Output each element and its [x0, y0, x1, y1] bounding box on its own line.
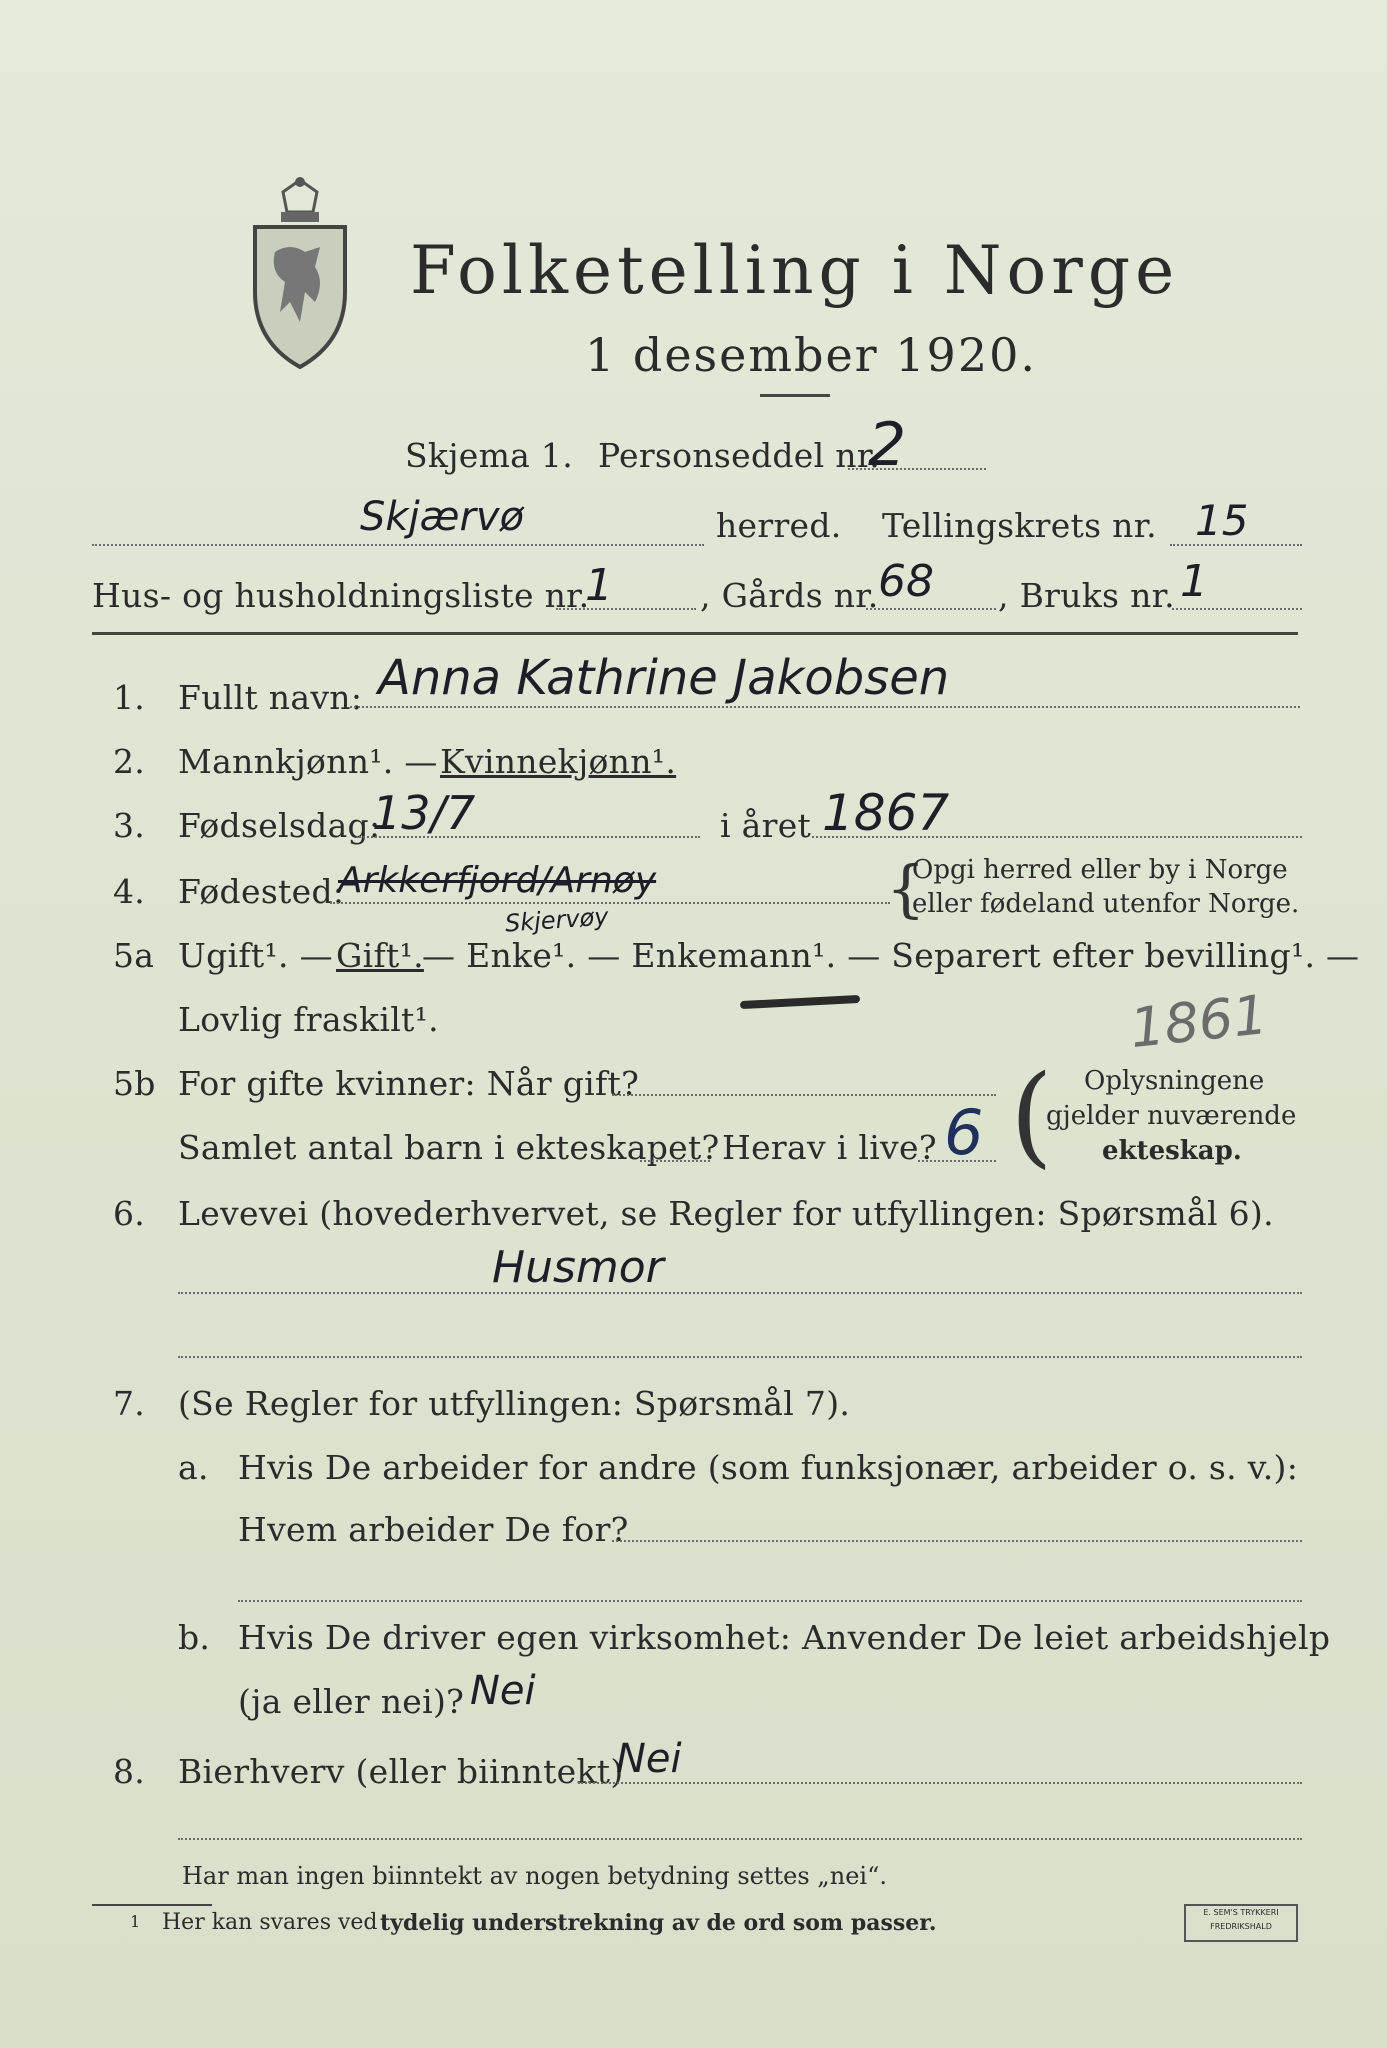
tellingskrets-label: Tellingskrets nr.	[882, 506, 1157, 545]
tellingskrets-value[interactable]: 15	[1195, 496, 1249, 545]
bottom-note: Har man ingen biinntekt av nogen betydning settes „nei“.	[182, 1862, 887, 1890]
q4-birthplace-correction[interactable]: Skjervøy	[504, 902, 610, 938]
q2-number: 2.	[113, 742, 146, 781]
q6-label: Levevei (hovederhvervet, se Regler for utfyllingen: Spørsmål 6).	[178, 1194, 1274, 1233]
q5a-line2: Lovlig fraskilt¹.	[178, 1000, 439, 1039]
q7b-value[interactable]: Nei	[470, 1668, 536, 1714]
header-divider	[92, 632, 1298, 635]
q7b-letter: b.	[178, 1618, 211, 1657]
census-date: 1 desember 1920.	[585, 328, 1037, 382]
bruks-label: , Bruks nr.	[998, 576, 1175, 615]
q8-label: Bierhverv (eller biinntekt)	[178, 1752, 624, 1791]
q7-label: (Se Regler for utfyllingen: Spørsmål 7).	[178, 1384, 851, 1423]
q8-value[interactable]: Nei	[616, 1736, 682, 1782]
footnote-bold-text: tydelig understrekning av de ord som passer.	[380, 1910, 937, 1936]
q5a-pen-mark	[740, 995, 860, 1009]
stamp-line2: FREDRIKSHALD	[1210, 1922, 1272, 1931]
q4-number: 4.	[113, 872, 146, 911]
q4-label: Fødested:	[178, 872, 345, 911]
q6-occupation-value[interactable]: Husmor	[492, 1242, 664, 1293]
q2-label: Mannkjønn¹. —	[178, 742, 438, 781]
q6-line2	[178, 1356, 1302, 1358]
q7-number: 7.	[113, 1384, 146, 1423]
q3-year-value[interactable]: 1867	[822, 784, 950, 842]
stamp-line1: E. SEM'S TRYKKERI	[1203, 1908, 1279, 1917]
q5b-children-line	[640, 1160, 710, 1162]
q8-number: 8.	[113, 1752, 146, 1791]
hus-label: Hus- og husholdningsliste nr.	[92, 576, 590, 615]
q6-line1	[178, 1292, 1302, 1294]
personseddel-value[interactable]: 2	[868, 410, 907, 480]
printer-stamp	[1184, 1904, 1298, 1942]
gards-label: , Gårds nr.	[700, 576, 879, 615]
q4-bracket: {	[886, 852, 926, 925]
q5b-alive-value[interactable]: 6	[944, 1096, 984, 1169]
q7a-letter: a.	[178, 1448, 209, 1487]
q7a-text: Hvis De arbeider for andre (som funksjonær, arbeider o. s. v.):	[238, 1448, 1299, 1487]
footnote-divider	[92, 1904, 212, 1906]
gards-line	[866, 608, 996, 610]
footnote-text: Her kan svares ved	[162, 1910, 378, 1935]
bruks-line	[1172, 608, 1302, 610]
q4-note-line1: Opgi herred eller by i Norge	[912, 855, 1288, 885]
q5b-bracket: (	[1010, 1051, 1053, 1179]
q5b-note-line1: Oplysningene	[1084, 1066, 1265, 1096]
bruks-value[interactable]: 1	[1180, 556, 1208, 607]
q3-label: Fødselsdag:	[178, 806, 381, 845]
herred-label: herred.	[716, 506, 842, 545]
page-title: Folketelling i Norge	[410, 232, 1180, 309]
q3-date-value[interactable]: 13/7	[372, 786, 476, 840]
q3-year-label: i året	[720, 806, 812, 845]
q5b-note-line3: ekteskap.	[1102, 1136, 1242, 1166]
q8-line	[578, 1782, 1302, 1784]
q5b-when-line	[612, 1094, 996, 1096]
hus-value[interactable]: 1	[585, 560, 613, 611]
q7b-text: Hvis De driver egen virksomhet: Anvender De leiet arbeidshjelp	[238, 1618, 1331, 1657]
q1-name-value[interactable]: Anna Kathrine Jakobsen	[378, 650, 950, 706]
q5a-options: — Enke¹. — Enkemann¹. — Separert efter bevilling¹. —	[422, 936, 1360, 975]
footnote-number: 1	[130, 1912, 141, 1931]
q4-birthplace-value[interactable]: Arkkerfjord/Arnøy	[338, 860, 657, 901]
herred-line	[92, 544, 704, 546]
q1-number: 1.	[113, 678, 146, 717]
q5b-number: 5b	[113, 1064, 156, 1103]
q7a-line2: Hvem arbeider De for?	[238, 1510, 629, 1549]
q5a-number: 5a	[113, 936, 155, 975]
q5b-label: For gifte kvinner: Når gift?	[178, 1064, 640, 1103]
q7b-line2: (ja eller nei)?	[238, 1682, 465, 1721]
q8-line2	[178, 1838, 1302, 1840]
q5b-line2: Samlet antal barn i ekteskapet?	[178, 1128, 720, 1167]
q7a-employer-line	[612, 1540, 1302, 1542]
hus-line	[556, 608, 696, 610]
herred-value[interactable]: Skjærvø	[360, 494, 525, 540]
margin-note: 1861	[1127, 982, 1271, 1061]
q4-note-line2: eller fødeland utenfor Norge.	[912, 889, 1300, 919]
q2-option-female[interactable]: Kvinnekjønn¹.	[440, 742, 677, 781]
q5b-alive-label: Herav i live?	[722, 1128, 937, 1167]
q1-label: Fullt navn:	[178, 678, 363, 717]
q6-number: 6.	[113, 1194, 146, 1233]
q4-line	[330, 902, 890, 904]
q3-number: 3.	[113, 806, 146, 845]
q1-line	[350, 706, 1300, 708]
q5a-option-gift[interactable]: Gift¹.	[336, 936, 424, 975]
q5b-note-line2: gjelder nuværende	[1046, 1101, 1297, 1131]
q5a-ugift: Ugift¹. —	[178, 936, 333, 975]
personseddel-label: Personseddel nr.	[598, 436, 881, 475]
coat-of-arms-icon	[245, 172, 355, 372]
title-divider	[760, 394, 830, 397]
gards-value[interactable]: 68	[878, 556, 934, 607]
q7a-employer-line2	[238, 1600, 1302, 1602]
skjema-label: Skjema 1.	[405, 436, 574, 475]
